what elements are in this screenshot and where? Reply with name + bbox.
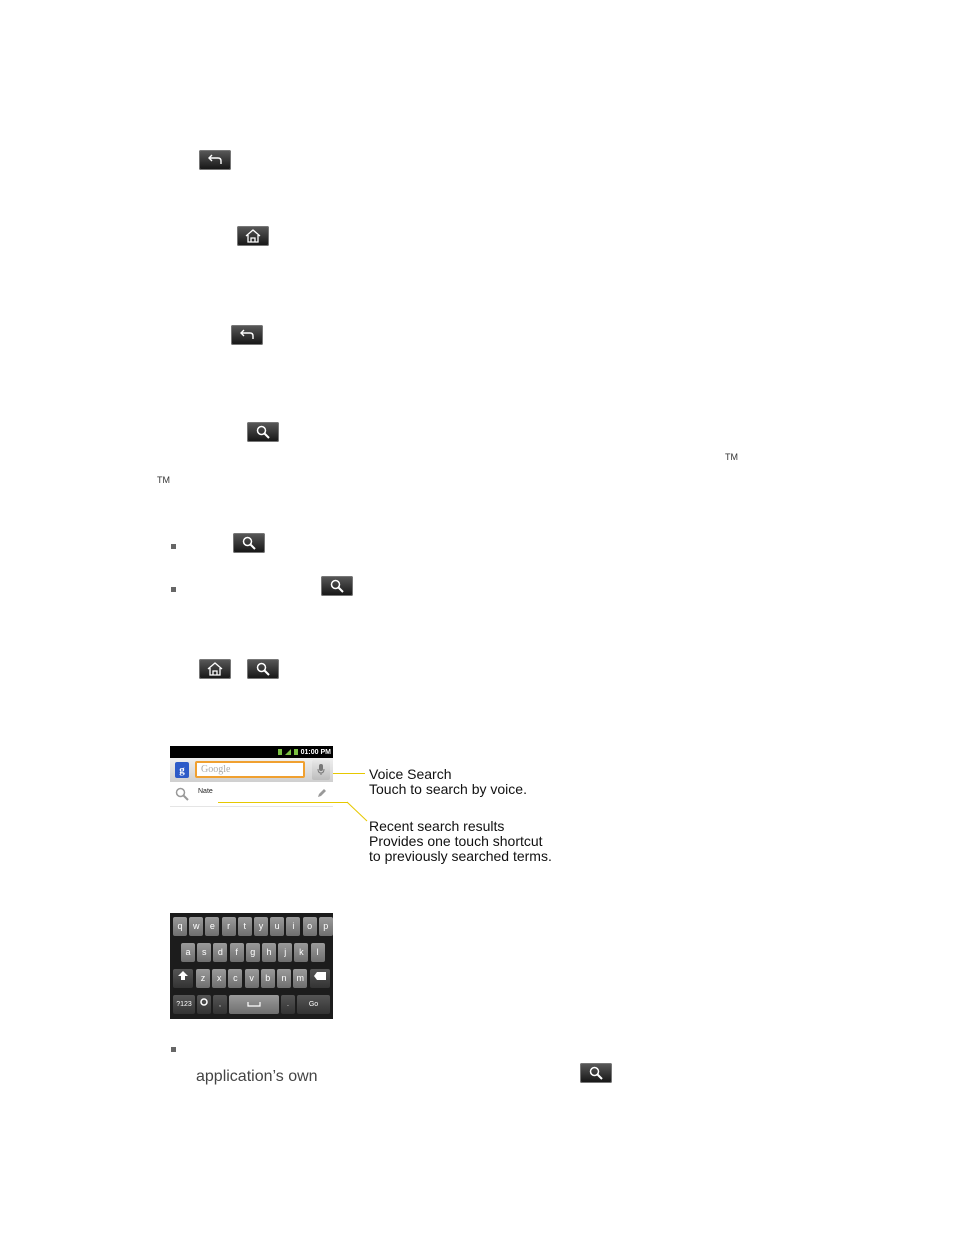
callout-description: Touch to search by voice. — [369, 781, 527, 797]
battery-icon — [278, 749, 282, 755]
callout-line — [333, 773, 365, 774]
pencil-icon[interactable] — [317, 788, 327, 798]
period-key[interactable]: . — [281, 995, 295, 1014]
search-icon — [588, 1065, 604, 1081]
bullet — [171, 1047, 176, 1052]
signal-icon — [285, 749, 291, 755]
settings-key[interactable] — [197, 995, 211, 1014]
trademark-mark: TM — [725, 452, 738, 462]
keyboard-key[interactable]: b — [261, 969, 275, 988]
keyboard-key[interactable]: m — [293, 969, 307, 988]
keyboard-key[interactable]: i — [286, 917, 300, 936]
keyboard-key[interactable]: c — [228, 969, 242, 988]
callout-description: Provides one touch shortcut — [369, 833, 543, 849]
keyboard-key[interactable]: l — [311, 943, 325, 962]
status-time: 01:00 PM — [300, 748, 331, 756]
number-mode-key[interactable]: ?123 — [173, 995, 195, 1014]
callout-description: to previously searched terms. — [369, 848, 552, 864]
space-icon — [247, 1001, 261, 1007]
home-icon — [244, 228, 262, 244]
callout-line — [347, 801, 369, 823]
keyboard-key[interactable]: f — [230, 943, 244, 962]
keyboard-key[interactable]: y — [254, 917, 268, 936]
callout-recent-search — [369, 819, 552, 864]
keyboard-key[interactable]: k — [294, 943, 308, 962]
comma-key[interactable]: , — [213, 995, 227, 1014]
search-icon — [329, 578, 345, 594]
bullet — [171, 587, 176, 592]
keyboard-key[interactable]: u — [270, 917, 284, 936]
keyboard-key[interactable]: z — [196, 969, 210, 988]
back-arrow-icon — [238, 329, 256, 341]
home-icon — [206, 661, 224, 677]
space-key[interactable] — [229, 995, 279, 1014]
search-icon — [255, 661, 271, 677]
gear-icon — [200, 998, 208, 1006]
keyboard-key[interactable]: x — [212, 969, 226, 988]
callout-title: Voice Search — [369, 766, 452, 782]
keyboard-key[interactable]: v — [245, 969, 259, 988]
keyboard-key[interactable]: w — [189, 917, 203, 936]
keyboard-key[interactable]: a — [181, 943, 195, 962]
body-text: application’s own — [196, 1068, 318, 1085]
keyboard-key[interactable]: o — [303, 917, 317, 936]
go-key[interactable]: Go — [297, 995, 330, 1014]
shift-key[interactable] — [173, 969, 193, 988]
keyboard-key[interactable]: g — [246, 943, 260, 962]
shift-icon — [178, 971, 188, 980]
search-key-icon — [321, 576, 353, 596]
back-key-icon — [231, 325, 263, 345]
keyboard-key[interactable]: j — [278, 943, 292, 962]
recent-query-text: Nate — [198, 788, 213, 795]
back-arrow-icon — [206, 154, 224, 166]
home-key-icon — [199, 659, 231, 679]
search-key-icon — [580, 1063, 612, 1083]
search-key-icon — [247, 422, 279, 442]
delete-key[interactable] — [310, 969, 330, 988]
recent-search-item[interactable] — [170, 782, 333, 807]
callout-line — [218, 802, 348, 803]
search-bar — [170, 758, 333, 782]
bullet — [171, 544, 176, 549]
trademark-mark: TM — [157, 475, 170, 485]
voice-search-button[interactable] — [312, 760, 330, 780]
keyboard-key[interactable]: h — [262, 943, 276, 962]
status-bar — [170, 746, 333, 758]
search-input[interactable]: Google — [195, 761, 305, 778]
keyboard-key[interactable]: s — [197, 943, 211, 962]
back-key-icon — [199, 150, 231, 170]
quick-search-screenshot — [170, 746, 333, 818]
keyboard-key[interactable]: n — [277, 969, 291, 988]
battery-icon — [294, 749, 298, 755]
keyboard-key[interactable]: p — [319, 917, 333, 936]
search-key-icon — [247, 659, 279, 679]
onscreen-keyboard — [170, 913, 333, 1019]
callout-title: Recent search results — [369, 818, 505, 834]
search-key-icon — [233, 533, 265, 553]
search-icon — [255, 424, 271, 440]
home-key-icon — [237, 226, 269, 246]
keyboard-key[interactable]: q — [173, 917, 187, 936]
backspace-icon — [314, 972, 326, 980]
keyboard-key[interactable]: t — [238, 917, 252, 936]
search-icon — [241, 535, 257, 551]
callout-voice-search — [369, 767, 527, 797]
google-logo-icon[interactable]: g — [175, 762, 189, 778]
search-icon — [175, 787, 189, 801]
keyboard-key[interactable]: e — [205, 917, 219, 936]
keyboard-key[interactable]: r — [222, 917, 236, 936]
keyboard-key[interactable]: d — [213, 943, 227, 962]
microphone-icon — [317, 764, 325, 776]
